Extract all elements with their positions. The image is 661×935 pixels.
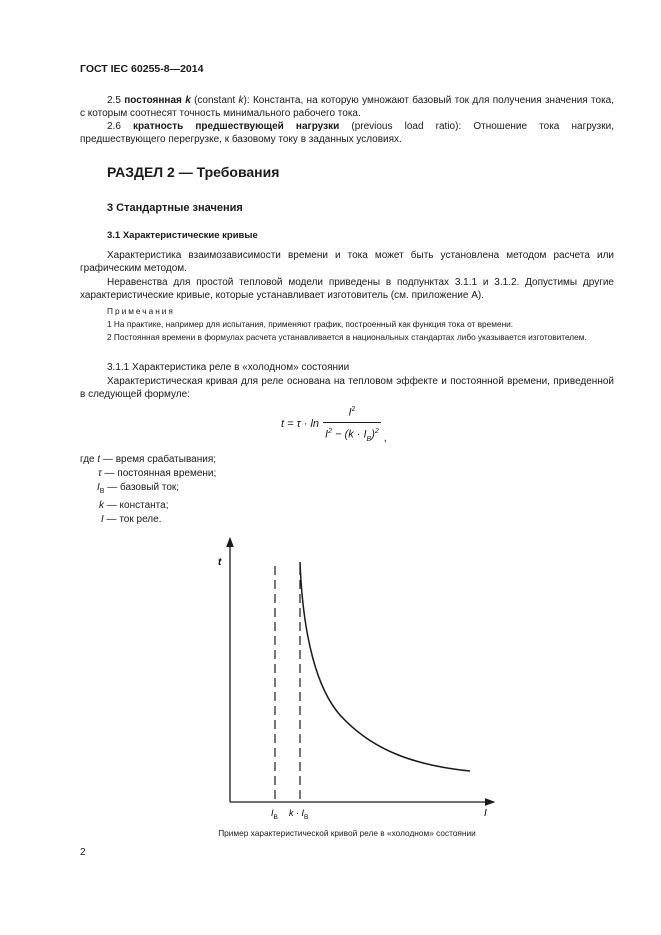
tick-ib-subscript: B [273,814,278,821]
denominator-paren: ) [371,428,375,441]
def-symbol: t [97,454,101,465]
def-text: — базовый ток; [104,482,180,493]
def-text: — ток реле. [103,514,162,525]
denominator-term: − (k · I [332,428,367,441]
def-text: — постоянная времени; [101,468,217,479]
definition-text: (previous load ratio): Отношение тока нагрузки, предшествующего перегрузке, к базовому току в заданных условиях. [80,121,615,145]
tick-ib-symbol: I [271,808,274,818]
clause-number: 2.5 [107,95,125,106]
notes-label: Примечания [107,306,175,316]
def-prefix: где [80,454,98,465]
y-axis-label: t [218,557,222,568]
tick-k-ib-subscript: B [304,814,309,821]
def-symbol: I [97,482,100,493]
def-symbol: k [99,500,104,511]
denominator-outer-exponent: 2 [374,427,379,435]
clause-3-1-1-text: Характеристическая кривая для реле основана на тепловом эффекте и постоянной времени, приведенной в следующей формуле: [80,376,614,400]
def-subscript: B [99,488,105,495]
term-english-symbol: k [238,95,244,106]
term-english: (constant [190,95,239,106]
def-text: — константа; [104,500,169,511]
formula-lhs: t = τ · ln [281,417,320,430]
tick-k-ib-symbol: k · I [289,808,304,818]
note-2: 2 Постоянная времени в формулах расчета устанавливается в национальных стандартах либо указывается изготовителем. [107,332,587,342]
document-header: ГОСТ IEC 60255-8—2014 [80,63,204,75]
tick-ib [271,808,278,821]
definition-text: ): Константа, на которую умножают базовый ток для получения значения тока, с которым соотнесят точность минимального рабочего тока. [80,95,614,119]
def-symbol: I [101,514,104,525]
numerator-symbol: I [348,406,352,419]
paragraph-1: Характеристика взаимозависимости времени и тока может быть установлена методом расчета или графическим методом. [80,250,614,274]
figure-caption: Пример характеристической кривой реле в «холодном» состоянии [218,828,476,838]
term: постоянная [124,95,182,106]
characteristic-curve [300,562,470,771]
numerator-exponent: 2 [351,406,356,413]
heading-3: 3 Стандартные значения [107,202,243,214]
formula-comma: , [383,431,387,444]
section-title: РАЗДЕЛ 2 — Требования [107,164,280,180]
denominator-subscript: B [366,435,372,443]
def-symbol: τ [98,468,102,479]
term: кратность предшествующей нагрузки [133,121,340,132]
x-axis-label: I [484,808,487,819]
note-1: 1 На практике, например для испытания, применяют график, построенный как функция тока от времени. [107,319,514,329]
clause-3-1-1-title: 3.1.1 Характеристика реле в «холодном» состоянии [107,362,350,373]
clause-number: 2.6 [107,121,134,132]
page-number: 2 [80,847,86,858]
def-text: — время срабатывания; [100,454,217,465]
denominator-exponent: 2 [328,427,333,435]
heading-3-1: 3.1 Характеристические кривые [107,230,258,241]
tick-k-ib [289,808,308,821]
term-symbol: k [185,95,191,106]
paragraph-2: Неравенства для простой тепловой модели приведены в подпунктах 3.1.1 и 3.1.2. Допустимы другие характеристические кривые, которые устанавливает изготовитель (см. приложение А). [80,277,614,301]
denominator-symbol: I [325,428,329,441]
